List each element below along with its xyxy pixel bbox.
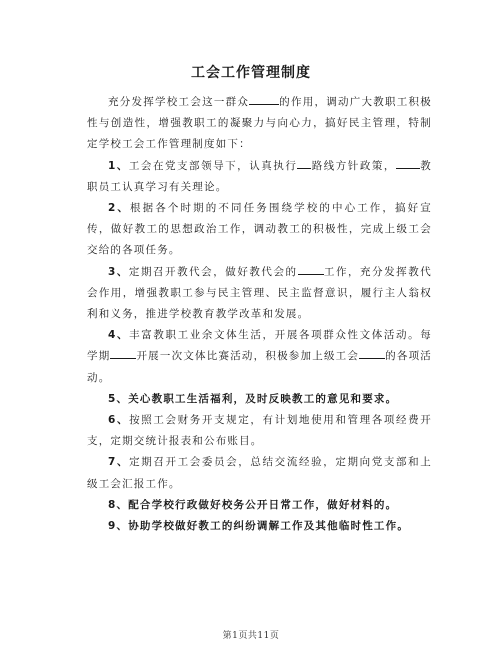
clause-text-part: 工作，充分发挥教代会作用，增强教职工参与民主管理、民主监督意识，履行主人翁权利和义务，推进学校教育教学改革和发展。	[87, 265, 432, 321]
clause-4	[87, 325, 432, 389]
clause-number: 4、	[108, 329, 130, 342]
clause-3	[87, 262, 432, 326]
clause-text: 根据各个时期的不同任务围绕学校的中心工作，搞好宣传，做好教工的思想政治工作，调动教工的积极性，完成上级工会交给的各项任务。	[87, 202, 432, 257]
clause-text-part: 路线方针政策，	[311, 159, 396, 172]
clause-1	[87, 156, 432, 198]
fill-blank	[249, 93, 279, 105]
fill-blank	[298, 263, 324, 275]
clause-text: 定期召开工会委员会，总结交流经验，定期向党支部和上级工会汇报工作。	[87, 456, 432, 490]
clause-text: 按照工会财务开支规定，有计划地使用和管理各项经费开支，定期交统计报表和公布账目。	[87, 414, 432, 448]
clause-text: 协助学校做好教工的纠纷调解工作及其他临时性工作。	[128, 520, 410, 533]
clause-8	[87, 495, 432, 516]
fill-blank	[297, 157, 311, 169]
document-title: 工会工作管理制度	[191, 65, 311, 81]
intro-paragraph	[87, 92, 432, 156]
clause-text-part: 的各项活动。	[87, 350, 432, 384]
clause-number: 7、	[108, 456, 130, 469]
clause-number: 8、	[108, 498, 129, 511]
document-body	[87, 92, 432, 537]
clause-5	[87, 389, 432, 410]
clause-text-part: 教职员工认真学习有关理论。	[87, 159, 432, 193]
page-footer: 第1页共11页	[222, 631, 280, 641]
clause-number: 3、	[108, 265, 129, 278]
clause-6	[87, 410, 432, 452]
clause-text-part: 开展一次文体比赛活动，积极参加上级工会	[136, 350, 360, 363]
clause-text-part: 定期召开教代会，做好教代会的	[128, 265, 298, 278]
fill-blank	[110, 347, 136, 359]
clause-text: 配合学校行政做好校务公开日常工作，做好材料的。	[128, 498, 398, 511]
clause-number: 5、	[108, 392, 129, 405]
intro-text-part: 充分发挥学校工会这一群众	[108, 96, 250, 108]
clause-7	[87, 452, 432, 494]
clause-number: 6、	[108, 414, 130, 427]
intro-text-part: 的作用，调动广大教职工积极性与创造性，增强教职工的凝聚力与向心力，搞好民主管理，特制定学校工会工作管理制度如下：	[87, 96, 432, 151]
clause-text-part: 丰富教职工业余文体生活，开展各项群众性文体活动。每学期	[87, 329, 432, 363]
clause-number: 9、	[108, 520, 129, 533]
fill-blank	[396, 157, 420, 169]
clause-text-part: 工会在党支部领导下，认真执行	[128, 159, 298, 172]
fill-blank	[359, 347, 385, 359]
clause-number: 1、	[108, 159, 129, 172]
clause-9	[87, 516, 432, 537]
clause-2	[87, 198, 432, 262]
clause-number: 2、	[108, 202, 131, 215]
clause-text: 关心教职工生活福利，及时反映教工的意见和要求。	[128, 392, 398, 405]
